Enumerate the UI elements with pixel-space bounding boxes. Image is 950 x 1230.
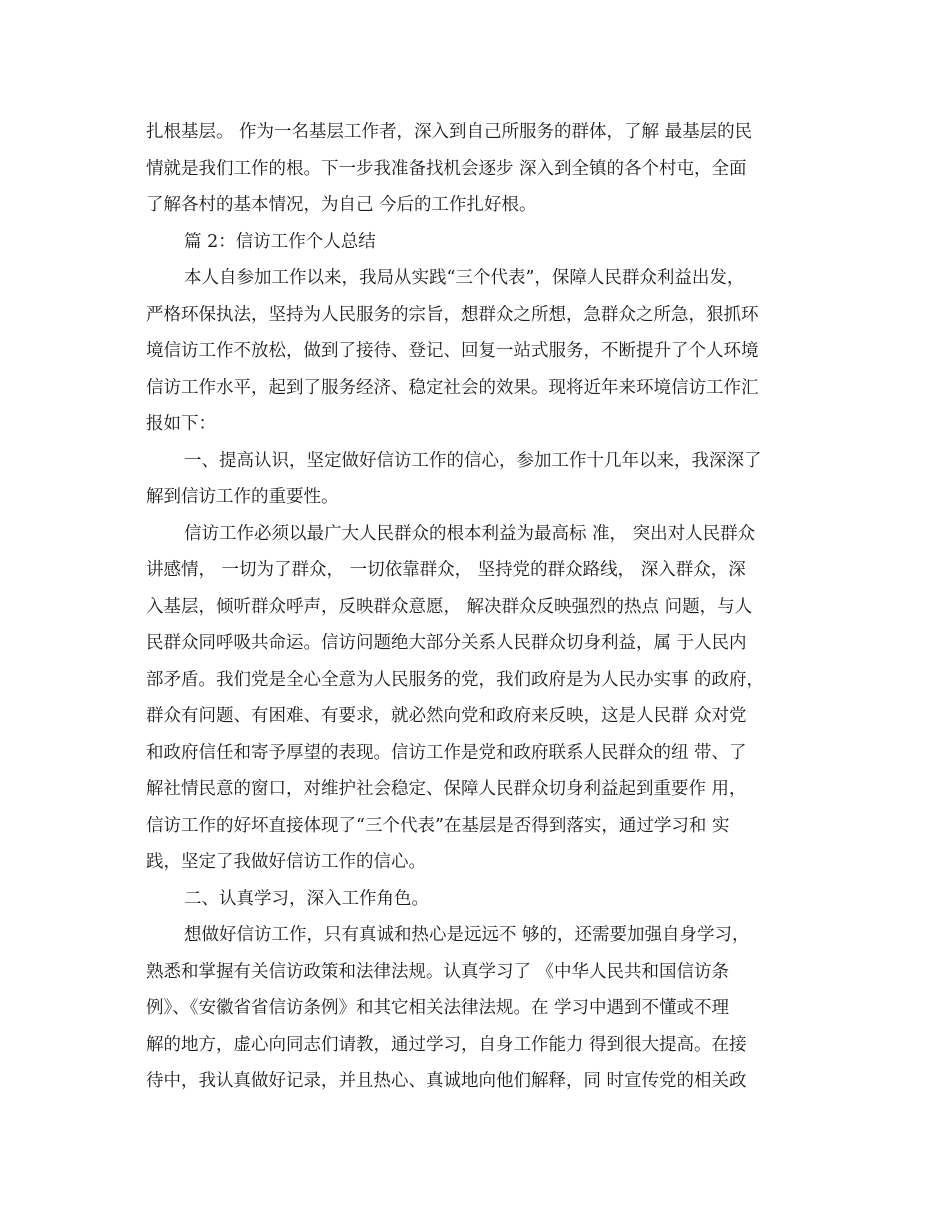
- text-line: 扎根基层。 作为一名基层工作者，深入到自己所服务的群体，了解 最基层的民: [146, 122, 753, 142]
- text-line: 民群众同呼吸共命运。信访问题绝大部分关系人民群众切身利益，属 于人民内: [146, 633, 747, 653]
- text-line: 践，坚定了我做好信访工作的信心。: [146, 852, 426, 872]
- text-line: 了解各村的基本情况，为自己 今后的工作扎好根。: [146, 195, 537, 215]
- section-heading: 篇 2：信访工作个人总结: [184, 231, 376, 252]
- document-body: [146, 114, 806, 1100]
- text-line: 信访工作的好坏直接体现了“三个代表”在基层是否得到落实，通过学习和 实: [146, 815, 730, 836]
- text-line: 群众有问题、有困难、有要求，就必然向党和政府来反映，这是人民群 众对党: [146, 706, 747, 726]
- paragraph-start: 本人自参加工作以来，我局从实践“三个代表”，保障人民群众利益出发，: [184, 268, 745, 288]
- text-line: 讲感情， 一切为了群众， 一切依靠群众， 坚持党的群众路线， 深入群众，深: [146, 560, 746, 580]
- text-line: 解到信访工作的重要性。: [146, 487, 339, 507]
- text-line: 境信访工作不放松，做到了接待、登记、回复一站式服务，不断提升了个人环境: [146, 341, 759, 361]
- text-line: 报如下：: [146, 414, 216, 434]
- paragraph-start: 想做好信访工作，只有真诚和热心是远远不 够的，还需要加强自身学习，: [184, 925, 750, 945]
- text-line: 严格环保执法，坚持为人民服务的宗旨，想群众之所想，急群众之所急，狠抓环: [146, 304, 759, 325]
- text-line: 熟悉和掌握有关信访政策和法律法规。认真学习了 《中华人民共和国信访条: [146, 961, 730, 982]
- text-line: 部矛盾。我们党是全心全意为人民服务的党，我们政府是为人民办实事 的政府，: [146, 669, 765, 690]
- text-line: 和政府信任和寄予厚望的表现。信访工作是党和政府联系人民群众的纽 带、了: [146, 742, 747, 763]
- text-line: 解的地方，虚心向同志们请教，通过学习，自身工作能力 得到很大提高。在接: [146, 1034, 747, 1055]
- text-line: 解社情民意的窗口，对维护社会稳定、保障人民群众切身利益起到重要作 用，: [146, 779, 747, 799]
- text-line: 待中，我认真做好记录，并且热心、真诚地向他们解释，同 时宣传党的相关政: [146, 1071, 747, 1091]
- paragraph-start: 信访工作必须以最广大人民群众的根本利益为最高标 准， 突出对人民群众: [184, 523, 756, 544]
- text-line: 例》、《安徽省省信访条例》和其它相关法律法规。在 学习中遇到不懂或不理: [146, 998, 730, 1018]
- text-line: 入基层，倾听群众呼声，反映群众意愿， 解决群众反映强烈的热点 问题，与人: [146, 596, 753, 617]
- text-line: 情就是我们工作的根。下一步我准备找机会逐步 深入到全镇的各个村屯，全面: [146, 158, 747, 179]
- paragraph-start: 一、提高认识，坚定做好信访工作的信心，参加工作十几年以来，我深深了: [184, 450, 762, 471]
- section-heading: 二、认真学习，深入工作角色。: [184, 888, 429, 909]
- text-line: 信访工作水平，起到了服务经济、稳定社会的效果。现将近年来环境信访工作汇: [146, 377, 759, 398]
